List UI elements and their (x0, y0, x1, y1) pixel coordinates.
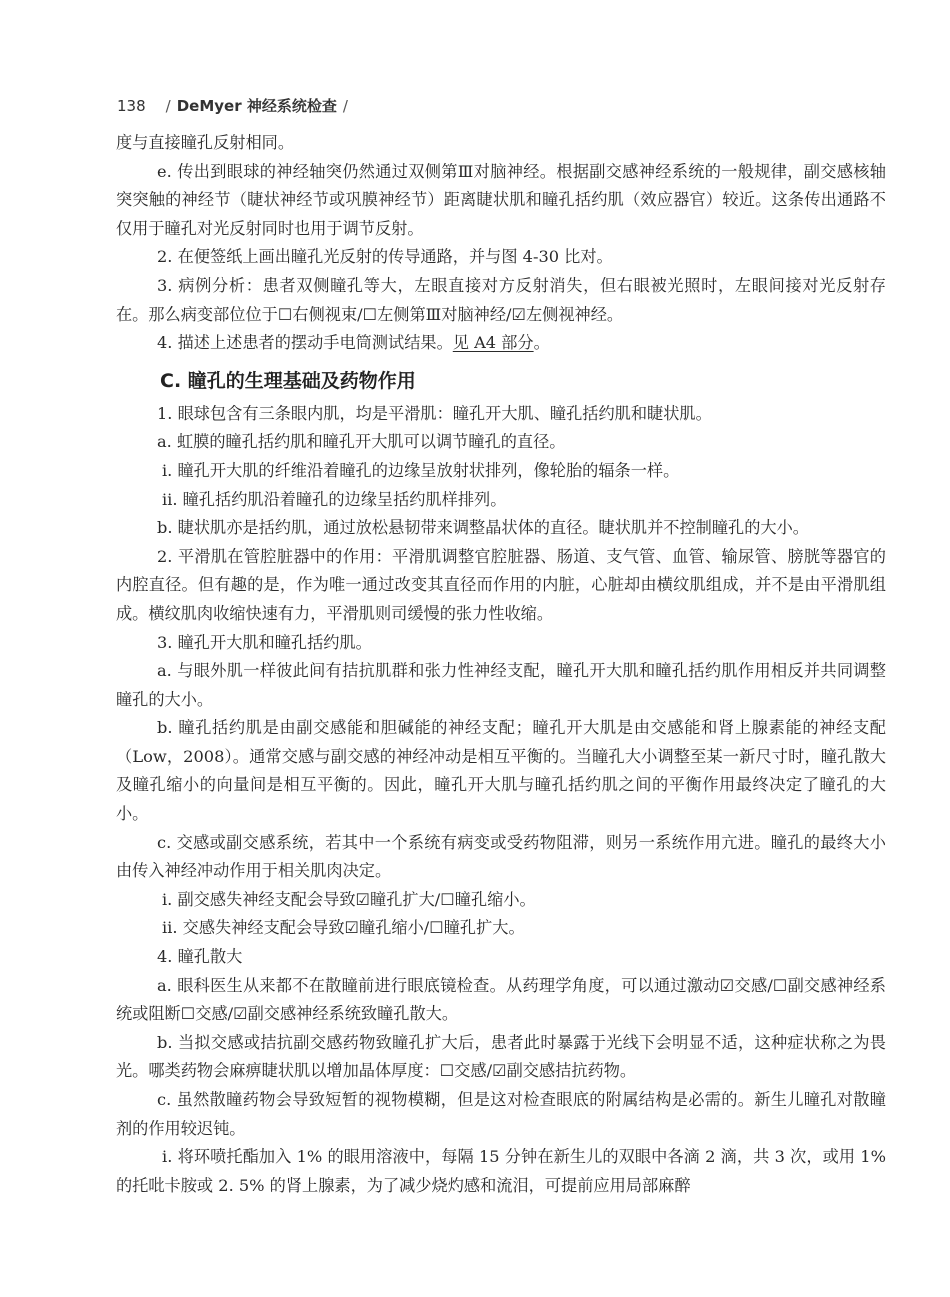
paragraph: ⅰ. 瞳孔开大肌的纤维沿着瞳孔的边缘呈放射状排列，像轮胎的辐条一样。 (162, 460, 680, 480)
paragraph-text: 4. 描述上述患者的摆动手电筒测试结果。 (157, 333, 453, 353)
paragraph: ⅰ. 将环喷托酯加入 1% 的眼用溶液中，每隔 15 分钟在新生儿的双眼中各滴 2 滴，共 3 次，或用 1% 的托吡卡胺或 2. 5% 的肾上腺素，为了减少烧灼感和流泪，可提前应用局部麻醉 (116, 1147, 886, 1195)
paragraph: e. 传出到眼球的神经轴突仍然通过双侧第Ⅲ对脑神经。根据副交感神经系统的一般规律，副交感核轴突突触的神经节（睫状神经节或巩膜神经节）距离睫状肌和瞳孔括约肌（效应器官）较近。这条传出通路不仅用于瞳孔对光反射同时也用于调节反射。 (116, 161, 886, 238)
paragraph: b. 瞳孔括约肌是由副交感能和胆碱能的神经支配；瞳孔开大肌是由交感能和肾上腺素能的神经支配（Low，2008）。通常交感与副交感的神经冲动是相互平衡的。当瞳孔大小调整至某一新尺寸时，瞳孔散大及瞳孔缩小的向量间是相互平衡的。因此，瞳孔开大肌与瞳孔括约肌之间的平衡作用最终决定了瞳孔的大小。 (116, 718, 886, 824)
paragraph: 4. 瞳孔散大 (157, 947, 243, 967)
paragraph: 3. 病例分析：患者双侧瞳孔等大，左眼直接对方反射消失，但右眼被光照时，左眼间接对光反射存在。那么病变部位位于☐右侧视束/☐左侧第Ⅲ对脑神经/☑左侧视神经。 (116, 275, 886, 324)
paragraph: b. 当拟交感或拮抗副交感药物致瞳孔扩大后，患者此时暴露于光线下会明显不适，这种症状称之为畏光。哪类药物会麻痹睫状肌以增加晶体厚度：☐交感/☑副交感拮抗药物。 (116, 1032, 886, 1081)
paragraph: 1. 眼球包含有三条眼内肌，均是平滑肌：瞳孔开大肌、瞳孔括约肌和睫状肌。 (157, 403, 712, 423)
header-slash: / (342, 97, 348, 115)
paragraph: ⅱ. 瞳孔括约肌沿着瞳孔的边缘呈括约肌样排列。 (162, 489, 507, 509)
paragraph: 3. 瞳孔开大肌和瞳孔括约肌。 (157, 632, 372, 652)
header-slash: / (165, 97, 171, 115)
paragraph: a. 眼科医生从来都不在散瞳前进行眼底镜检查。从药理学角度，可以通过激动☑交感/☐副交感神经系统或阻断☐交感/☑副交感神经系统致瞳孔散大。 (116, 975, 886, 1024)
paragraph: 度与直接瞳孔反射相同。 (116, 133, 295, 152)
paragraph: a. 虹膜的瞳孔括约肌和瞳孔开大肌可以调节瞳孔的直径。 (157, 432, 566, 452)
cross-reference: 见 A4 部分 (452, 333, 534, 353)
paragraph: c. 虽然散瞳药物会导致短暂的视物模糊，但是这对检查眼底的附属结构是必需的。新生儿瞳孔对散瞳剂的作用较迟钝。 (116, 1090, 886, 1138)
paragraph: 2. 平滑肌在管腔脏器中的作用：平滑肌调整官腔脏器、肠道、支气管、血管、输尿管、膀胱等器官的内腔直径。但有趣的是，作为唯一通过改变其直径而作用的内脏，心脏却由横纹肌组成，并不是由平滑肌组成。横纹肌肉收缩快速有力，平滑肌则司缓慢的张力性收缩。 (116, 546, 886, 623)
section-title: C. 瞳孔的生理基础及药物作用 (160, 369, 416, 392)
page-body (116, 129, 886, 1200)
paragraph-end: 。 (533, 333, 550, 353)
paragraph (116, 329, 886, 358)
running-header (117, 95, 354, 116)
paragraph: ⅰ. 副交感失神经支配会导致☑瞳孔扩大/☐瞳孔缩小。 (162, 889, 536, 909)
page-number: 138 (117, 97, 146, 115)
book-title: DeMyer 神经系统检查 (176, 97, 337, 115)
paragraph: c. 交感或副交感系统，若其中一个系统有病变或受药物阻滞，则另一系统作用亢进。瞳孔的最终大小由传入神经冲动作用于相关肌肉决定。 (116, 832, 886, 881)
paragraph: a. 与眼外肌一样彼此间有拮抗肌群和张力性神经支配，瞳孔开大肌和瞳孔括约肌作用相反并共同调整瞳孔的大小。 (116, 661, 886, 709)
paragraph: 2. 在便签纸上画出瞳孔光反射的传导通路，并与图 4-30 比对。 (157, 247, 613, 267)
paragraph: ⅱ. 交感失神经支配会导致☑瞳孔缩小/☐瞳孔扩大。 (162, 918, 525, 938)
paragraph: b. 睫状肌亦是括约肌，通过放松悬韧带来调整晶状体的直径。睫状肌并不控制瞳孔的大小。 (157, 518, 809, 538)
